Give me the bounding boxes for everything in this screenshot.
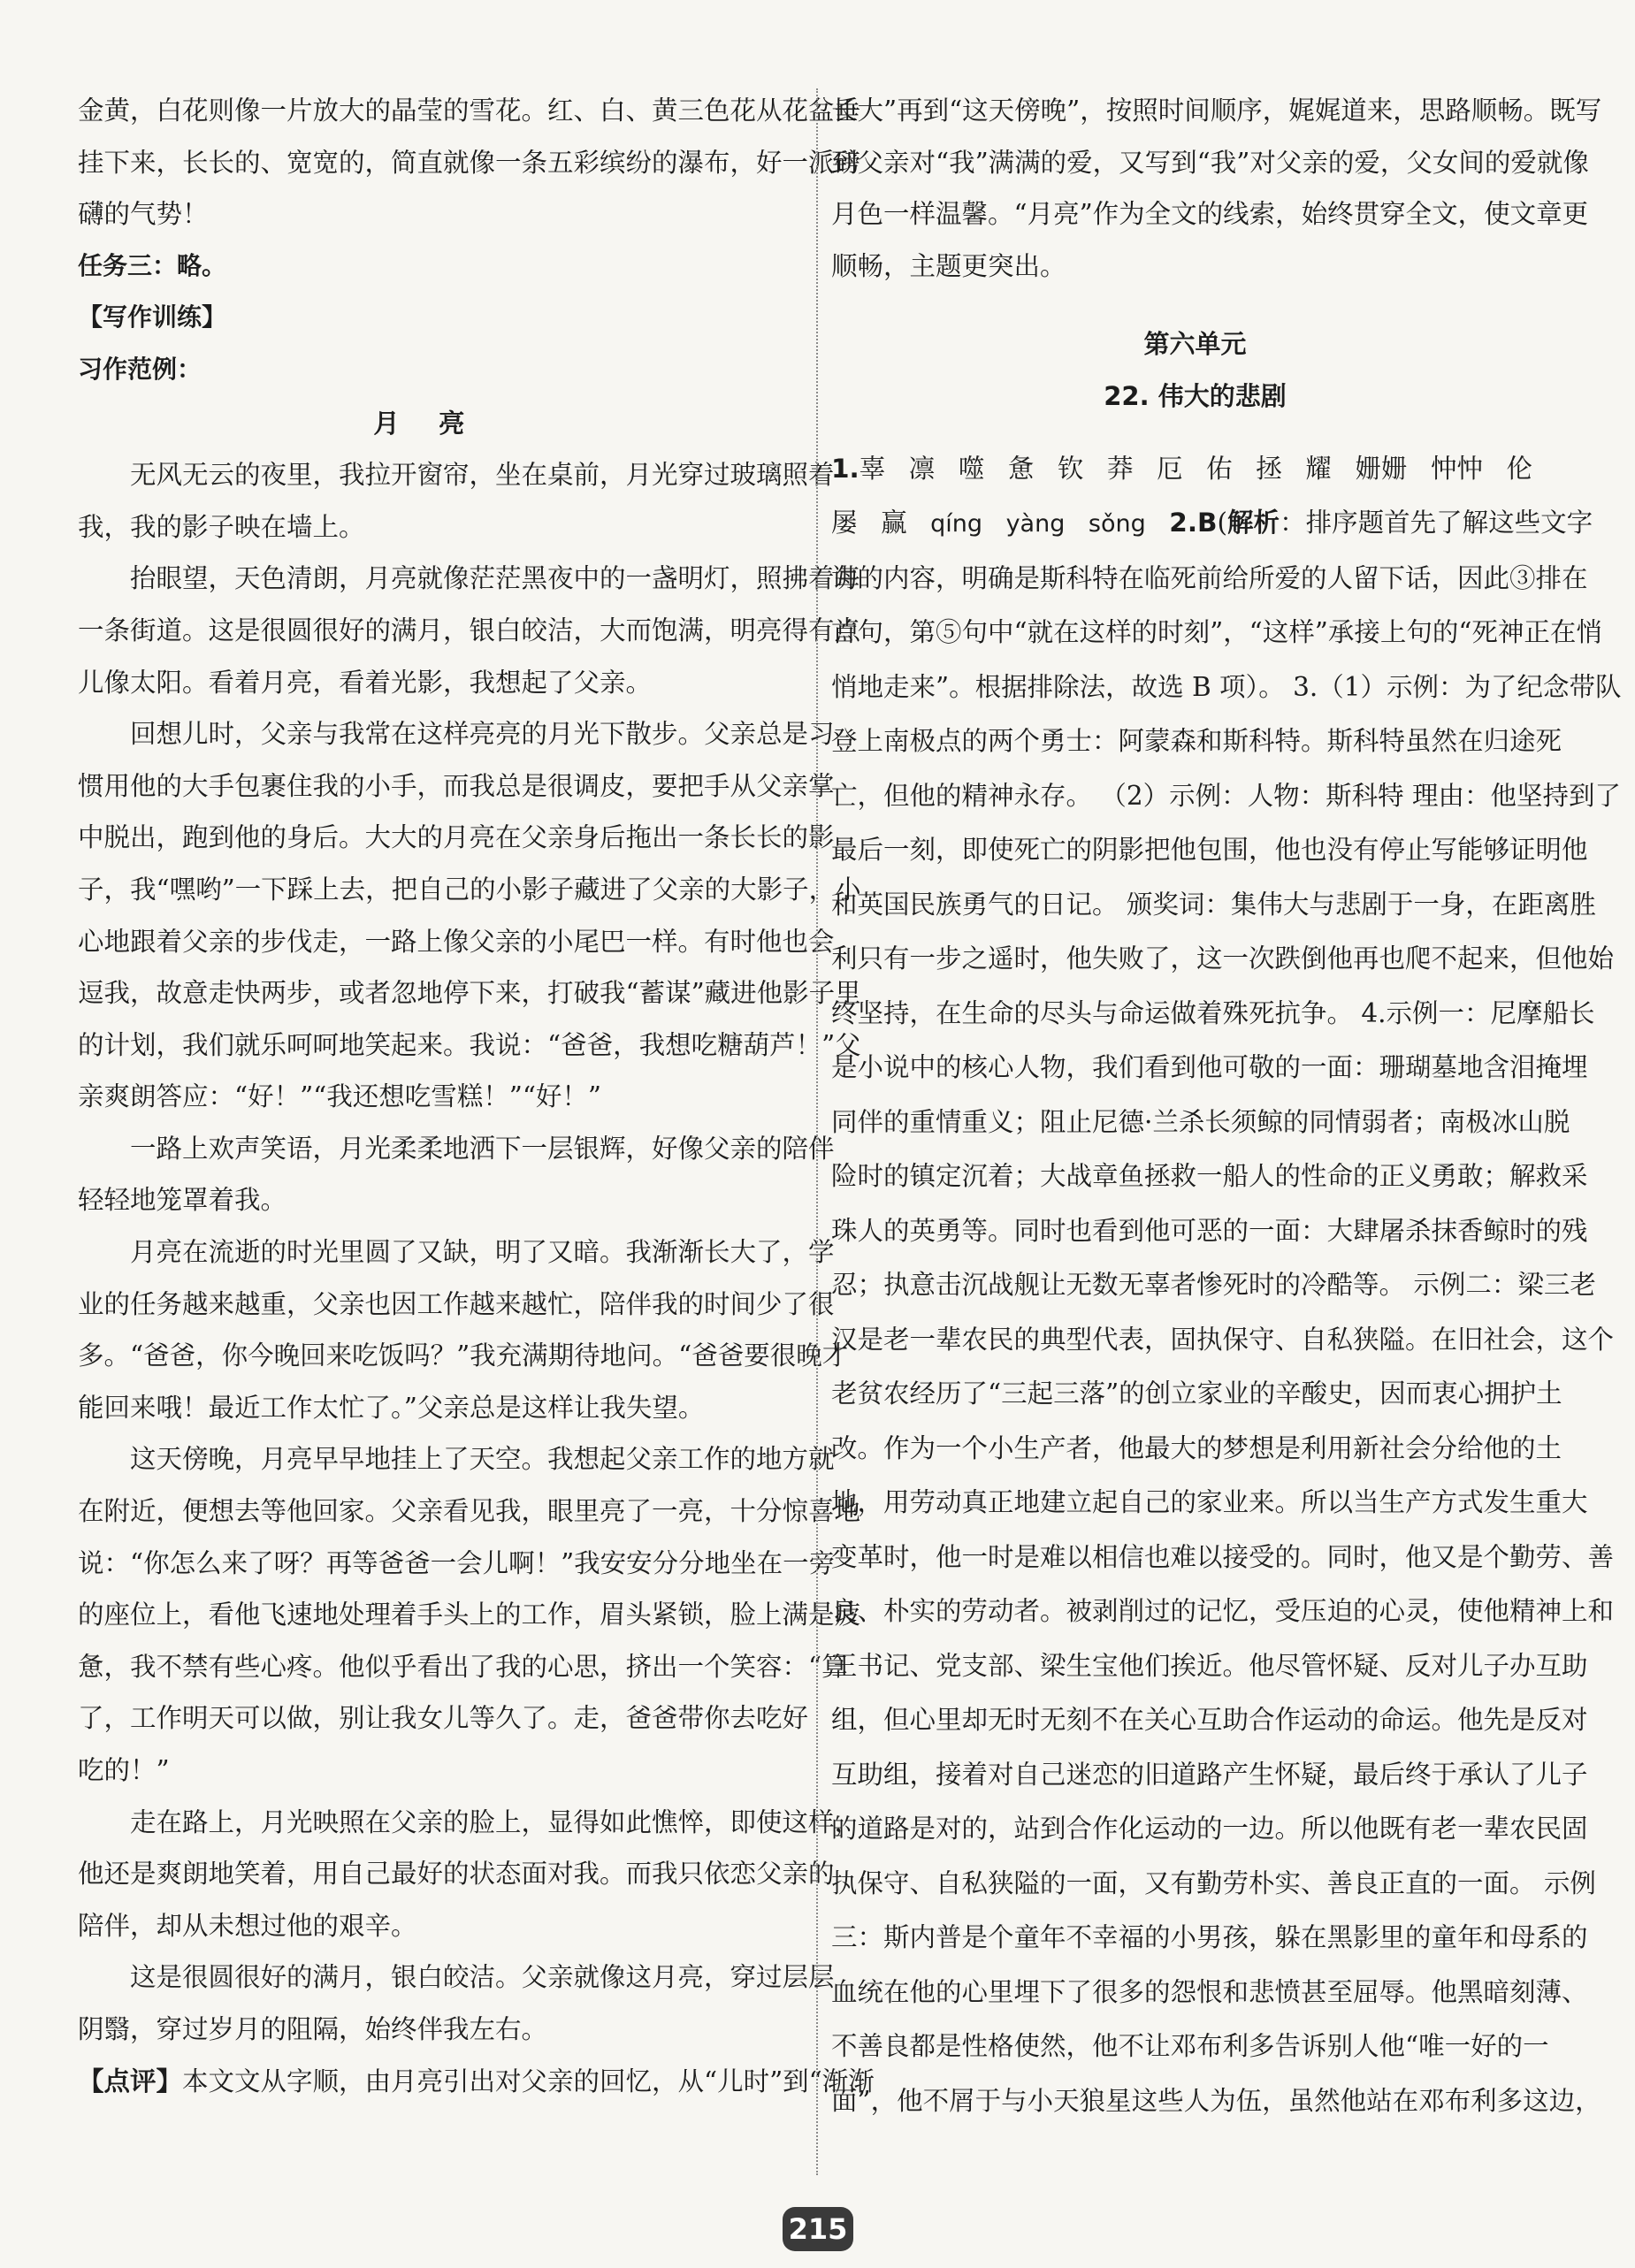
q1-char: 莽: [1107, 453, 1134, 484]
q1-char: 屡: [831, 508, 858, 538]
q1-number: 1.: [831, 453, 860, 484]
comment-label: 【点评】: [78, 2066, 183, 2096]
q2-number: 2.: [1169, 508, 1198, 538]
text-line: 说：“你怎么来了呀？再等爸爸一会儿啊！”我安安分分地坐在一旁: [78, 1547, 836, 1578]
text-line: 面”，他不屑于与小天狼星这些人为伍，虽然他站在邓布利多这边，: [831, 2085, 1601, 2116]
text-line: 这天傍晚，月亮早早地挂上了天空。我想起父亲工作的地方就: [130, 1444, 835, 1475]
q1-char: 惫: [1007, 453, 1035, 484]
text-line: 不善良都是性格使然，他不让邓布利多告诉别人他“唯一好的一: [831, 2031, 1549, 2062]
comment-text: 本文文从字顺，由月亮引出对父亲的回忆，从“儿时”到“渐渐: [182, 2066, 875, 2096]
text-line: 和英国民族勇气的日记。 颁奖词：集伟大与悲剧于一身，在距离胜: [831, 889, 1596, 920]
q1-char: 厄: [1157, 453, 1183, 484]
text-line: 陪伴，却从未想过他的艰辛。: [78, 1910, 417, 1941]
text-line: 珠人的英勇等。同时也看到他可恶的一面：大肆屠杀抹香鲸时的残: [831, 1215, 1588, 1246]
q1-char: 姗姗: [1355, 453, 1408, 484]
q1-char: 钦: [1057, 453, 1084, 484]
right-column: [831, 85, 1622, 2128]
text-line: 亡，但他的精神永存。 （2）示例：人物：斯科特 理由：他坚持到了: [831, 780, 1622, 811]
text-line: 他还是爽朗地笑着，用自己最好的状态面对我。而我只依恋父亲的: [78, 1859, 835, 1890]
essay-paragraph: [78, 708, 861, 1123]
text-line: 执保守、自私狭隘的一面，又有勤劳朴实、善良正直的一面。 示例: [831, 1867, 1596, 1898]
writing-section-heading: 【写作训练】: [78, 302, 227, 332]
text-line: 亲爽朗答应：“好！”“我还想吃雪糕！”“好！”: [78, 1081, 601, 1112]
text-line: 顺畅，主题更突出。: [831, 250, 1066, 281]
q1-char: 辜: [859, 453, 886, 484]
text-line: 三：斯内普是个童年不幸福的小男孩，躲在黑影里的童年和母系的: [831, 1922, 1588, 1953]
essay-paragraph: [78, 553, 861, 708]
text-line: 悄地走来”。根据排除法，故选 B 项）。 3.（1）示例：为了纪念带队: [831, 671, 1622, 702]
text-line: 轻轻地笼罩着我。: [78, 1185, 287, 1216]
text-line: 吃的！”: [78, 1755, 170, 1785]
q1-q2-line: [831, 496, 1593, 552]
text-line: 组，但心里却无时无刻不在关心互助合作运动的命运。他先是反对: [831, 1705, 1588, 1736]
essay-paragraph: [78, 1433, 861, 1796]
essay-paragraph: [78, 1797, 861, 1952]
q1-pinyin: yàng: [1005, 510, 1066, 538]
text-line: 的座位上，看他飞速地处理着手头上的工作，眉头紧锁，脸上满是疲: [78, 1600, 861, 1630]
text-line: 老贫农经历了“三起三落”的创立家业的辛酸史，因而衷心拥护土: [831, 1378, 1562, 1409]
text-line: 抬眼望，天色清朗，月亮就像茫茫黑夜中的一盏明灯，照拂着每: [130, 563, 861, 594]
text-line: 业的任务越来越重，父亲也因工作越来越忙，陪伴我的时间少了很: [78, 1288, 835, 1319]
text-line: 金黄，白花则像一片放大的晶莹的雪花。红、白、黄三色花从花盆垂: [78, 95, 861, 126]
sample-label: 习作范例：: [78, 354, 202, 384]
text-line: 变革时，他一时是难以相信也难以接受的。同时，他又是个勤劳、善: [831, 1541, 1615, 1572]
text-line: 心地跟着父亲的步伐走，一路上像父亲的小尾巴一样。有时他也会: [78, 926, 835, 957]
text-line: 一条街道。这是很圆很好的满月，银白皎洁，大而饱满，明亮得有点: [78, 615, 861, 645]
text-line: 讲的内容，明确是斯科特在临死前给所爱的人留下话，因此③排在: [831, 562, 1588, 593]
text-line: 回想儿时，父亲与我常在这样亮亮的月光下散步。父亲总是习: [130, 719, 835, 750]
text-line: 的计划，我们就乐呵呵地笑起来。我说：“爸爸，我想吃糖葫芦！”父: [78, 1029, 861, 1060]
lesson-title: 22. 伟大的悲剧: [1104, 380, 1287, 411]
q1-pinyin: sǒng: [1088, 510, 1146, 538]
text-line: 儿像太阳。看着月亮，看着光影，我想起了父亲。: [78, 667, 653, 698]
text-line: 到父亲对“我”满满的爱，又写到“我”对父亲的爱，父女间的爱就像: [831, 147, 1589, 178]
text-line: 王书记、党支部、梁生宝他们挨近。他尽管怀疑、反对儿子办互助: [831, 1650, 1588, 1681]
text-line: 险时的镇定沉着；大战章鱼拯救一船人的性命的正义勇敢；解救采: [831, 1161, 1588, 1192]
text-line: 汉是老一辈农民的典型代表，固执保守、自私狭隘。在旧社会，这个: [831, 1324, 1615, 1355]
text-line: 惯用他的大手包裹住我的小手，而我总是很调皮，要把手从父亲掌: [78, 770, 835, 801]
text-line: 登上南极点的两个勇士：阿蒙森和斯科特。斯科特虽然在归途死: [831, 726, 1562, 757]
text-line: 逗我，故意走快两步，或者忽地停下来，打破我“蓄谋”藏进他影子里: [78, 978, 861, 1009]
analysis-label: 解析: [1227, 508, 1280, 538]
q1-line: [831, 442, 1559, 497]
essay-paragraph: [78, 449, 835, 553]
text-line: 互助组，接着对自己迷恋的旧道路产生怀疑，最后终于承认了儿子: [831, 1759, 1588, 1790]
text-line: 首句，第⑤句中“就在这样的时刻”，“这样”承接上句的“死神正在悄: [831, 617, 1602, 648]
q1-char: 凛: [908, 453, 936, 484]
q1-char: 佑: [1206, 453, 1233, 484]
task3-label: 任务三：略。: [78, 250, 227, 280]
text-line: 走在路上，月光映照在父亲的脸上，显得如此憔悴，即使这样，: [130, 1806, 861, 1837]
text-line: 忍；执意击沉战舰让无数无辜者惨死时的冷酷等。 示例二：梁三老: [831, 1270, 1596, 1301]
text-line: 终坚持，在生命的尽头与命运做着殊死抗争。 4.示例一：尼摩船长: [831, 997, 1595, 1028]
essay-paragraph: [78, 1951, 835, 2055]
text-line: 无风无云的夜里，我拉开窗帘，坐在桌前，月光穿过玻璃照着: [130, 460, 835, 491]
text-line: 子，我“嘿哟”一下踩上去，把自己的小影子藏进了父亲的大影子，小: [78, 874, 861, 905]
q1-char: 耀: [1305, 453, 1332, 484]
text-line: 月色一样温馨。“月亮”作为全文的线索，始终贯穿全文，使文章更: [831, 199, 1589, 230]
text-line: 阴翳，穿过岁月的阻隔，始终伴我左右。: [78, 2013, 548, 2044]
page-number: 215: [783, 2207, 853, 2251]
text-line: 的道路是对的，站到合作化运动的一边。所以他既有老一辈农民固: [831, 1814, 1588, 1844]
text-line: 礴的气势！: [78, 199, 209, 230]
text-line: 我，我的影子映在墙上。: [78, 511, 365, 542]
text-line: 月亮在流逝的时光里圆了又缺，明了又暗。我渐渐长大了，学: [130, 1237, 835, 1268]
text-line: 同伴的重情重义；阻止尼德·兰杀长须鲸的同情弱者；南极冰山脱: [831, 1106, 1570, 1137]
text-line: 在附近，便想去等他回家。父亲看见我，眼里亮了一亮，十分惊喜地: [78, 1496, 861, 1527]
q1-char: 伦: [1506, 453, 1532, 484]
text-line: 多。“爸爸，你今晚回来吃饭吗？”我充满期待地问。“爸爸要很晚才: [78, 1340, 849, 1371]
text-line: 一路上欢声笑语，月光柔柔地洒下一层银辉，好像父亲的陪伴: [130, 1133, 835, 1164]
text-line: 地，用劳动真正地建立起自己的家业来。所以当生产方式发生重大: [831, 1487, 1588, 1518]
q2-answer: B: [1197, 508, 1218, 538]
q1-pinyin: qíng: [930, 510, 983, 538]
essay-paragraph: [78, 1226, 849, 1433]
text-line: 挂下来，长长的、宽宽的，简直就像一条五彩缤纷的瀑布，好一派磅: [78, 147, 861, 178]
q1-char: 赢: [881, 508, 907, 538]
essay-title: 月亮: [373, 408, 504, 439]
q2-paren: (: [1217, 508, 1228, 538]
q1-char: 忡忡: [1430, 453, 1483, 484]
text-line: 是小说中的核心人物，我们看到他可敬的一面：珊瑚墓地含泪掩埋: [831, 1052, 1588, 1083]
text-line: 长大”再到“这天傍晚”，按照时间顺序，娓娓道来，思路顺畅。既写: [831, 95, 1602, 126]
text-line: 良、朴实的劳动者。被剥削过的记忆，受压迫的心灵，使他精神上和: [831, 1596, 1615, 1627]
text-line: 中脱出，跑到他的身后。大大的月亮在父亲身后拖出一条长长的影: [78, 822, 835, 853]
text-line: 利只有一步之遥时，他失败了，这一次跌倒他再也爬不起来，但他始: [831, 943, 1615, 974]
unit-title: 第六单元: [1143, 329, 1247, 360]
comment-line: [78, 2056, 875, 2108]
q1-char: 拯: [1256, 453, 1282, 484]
text-line: 惫，我不禁有些心疼。他似乎看出了我的心思，挤出一个笑容：“算: [78, 1651, 848, 1682]
text-line: 血统在他的心里埋下了很多的怨恨和悲愤甚至屈辱。他黑暗刻薄、: [831, 1976, 1588, 2007]
text-line: 改。作为一个小生产者，他最大的梦想是利用新社会分给他的土: [831, 1432, 1562, 1463]
answer-block: [831, 442, 1622, 2129]
essay-paragraph: [78, 1123, 835, 1226]
q2-text: ：排序题首先了解这些文字: [1280, 508, 1593, 538]
text-line: 能回来哦！最近工作太忙了。”父亲总是这样让我失望。: [78, 1392, 705, 1423]
q1-char: 噬: [958, 453, 985, 484]
text-line: 了，工作明天可以做，别让我女儿等久了。走，爸爸带你去吃好: [78, 1703, 809, 1734]
left-column: [78, 85, 875, 2107]
column-divider: [816, 88, 818, 2175]
text-line: 最后一刻，即使死亡的阴影把他包围，他也没有停止写能够证明他: [831, 835, 1588, 866]
text-line: 这是很圆很好的满月，银白皎洁。父亲就像这月亮，穿过层层: [130, 1962, 835, 1993]
